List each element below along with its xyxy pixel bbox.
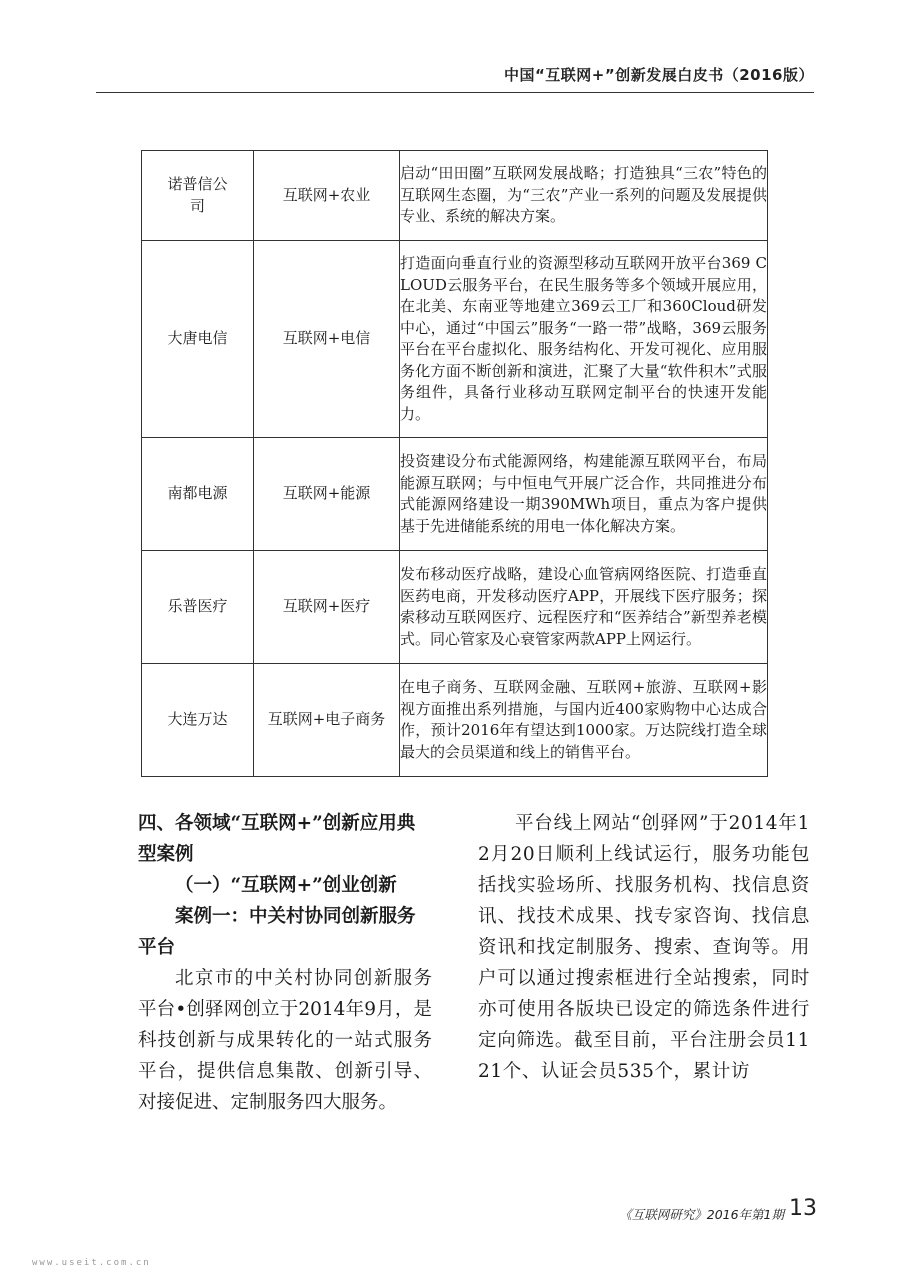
case-heading: 案例一：中关村协同创新服务平台 (138, 906, 416, 958)
right-column (478, 808, 810, 1087)
journal-name: 《互联网研究》2016年第1期 (619, 1207, 784, 1222)
description-cell: 投资建设分布式能源网络，构建能源互联网平台，布局能源互联网；与中恒电气开展广泛合作，共同推进分布式能源网络建设一期390MWh项目，重点为客户提供基于先进储能系统的用电一体化解决方案。 (400, 438, 768, 551)
sector-cell: 互联网+能源 (254, 438, 400, 551)
company-cell: 大唐电信 (142, 241, 254, 438)
watermark: www.useit.com.cn (32, 1258, 151, 1268)
page-number: 13 (789, 1196, 817, 1221)
table-row (142, 151, 768, 241)
body-paragraph: 北京市的中关村协同创新服务平台•创驿网创立于2014年9月，是科技创新与成果转化的一站式服务平台，提供信息集散、创新引导、对接促进、定制服务四大服务。 (138, 968, 432, 1113)
table-row (142, 438, 768, 551)
company-table (141, 150, 768, 777)
description-cell: 发布移动医疗战略，建设心血管病网络医院、打造垂直医药电商，开发移动医疗APP，开展线下医疗服务；探索移动互联网医疗、远程医疗和“医养结合”新型养老模式。同心管家及心衰管家两款APP上网运行。 (400, 551, 768, 664)
company-name: 诺普信公司 (167, 175, 228, 215)
sector-cell: 互联网+农业 (254, 151, 400, 241)
body-paragraph: 平台线上网站“创驿网”于2014年12月20日顺利上线试运行，服务功能包括找实验场所、找服务机构、找信息资讯、找技术成果、找专家咨询、找信息资讯和找定制服务、搜索、查询等。用户可以通过搜索框进行全站搜索，同时亦可使用各版块已设定的筛选条件进行定向筛选。截至目前，平台注册会员1121个、认证会员535个，累计访 (478, 813, 810, 1082)
company-cell: 南都电源 (142, 438, 254, 551)
company-cell: 大连万达 (142, 664, 254, 777)
company-cell: 乐普医疗 (142, 551, 254, 664)
left-column (138, 808, 432, 1118)
description-cell: 打造面向垂直行业的资源型移动互联网开放平台369 CLOUD云服务平台，在民生服务等多个领域开展应用，在北美、东南亚等地建立369云工厂和360Cloud研发中心，通过“中国云”服务“一路一带”战略，369云服务平台在平台虚拟化、服务结构化、开发可视化、应用服务化方面不断创新和演进，汇聚了大量“软件积木”式服务组件，具备行业移动互联网定制平台的快速开发能力。 (400, 241, 768, 438)
sector-cell: 互联网+电信 (254, 241, 400, 438)
running-header: 中国“互联网+”创新发展白皮书（2016版） (503, 66, 814, 84)
description-cell: 在电子商务、互联网金融、互联网+旅游、互联网+影视方面推出系列措施，与国内近400家购物中心达成合作，预计2016年有望达到1000家。万达院线打造全球最大的会员渠道和线上的销售平台。 (400, 664, 768, 777)
table-row (142, 241, 768, 438)
subsection-heading: （一）“互联网+”创业创新 (175, 875, 397, 896)
company-cell (142, 151, 254, 241)
table-row (142, 551, 768, 664)
sector-cell: 互联网+电子商务 (254, 664, 400, 777)
table-row (142, 664, 768, 777)
section-heading: 四、各领域“互联网+”创新应用典型案例 (138, 813, 416, 865)
description-cell: 启动“田田圈”互联网发展战略；打造独具“三农”特色的互联网生态圈，为“三农”产业一系列的问题及发展提供专业、系统的解决方案。 (400, 151, 768, 241)
sector-cell: 互联网+医疗 (254, 551, 400, 664)
header-rule (96, 92, 814, 93)
